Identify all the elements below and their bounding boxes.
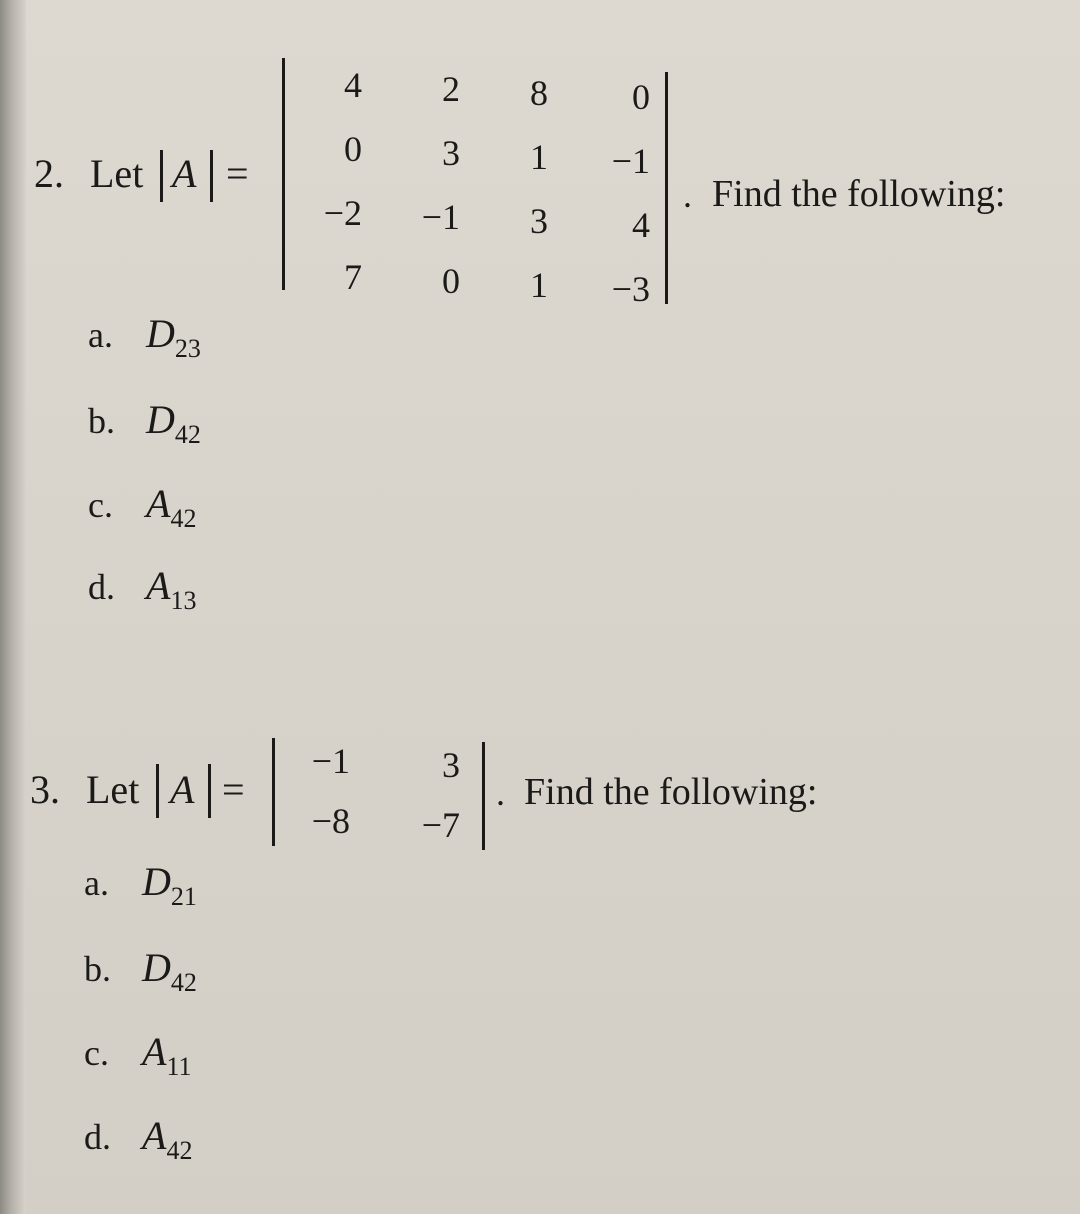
matrix-cell: 3: [530, 201, 548, 241]
matrix-cell: −2: [323, 193, 362, 233]
subquestion-label: c.: [88, 485, 113, 525]
problem-number: 2.: [34, 151, 64, 196]
matrix-cell: 3: [442, 133, 460, 173]
matrix-cell: −1: [611, 141, 650, 181]
determinant-bar-right: [665, 72, 668, 304]
matrix-cell: −3: [611, 269, 650, 309]
subquestion-label: a.: [88, 315, 113, 355]
subquestion-subscript: 11: [166, 1052, 192, 1081]
subquestion-label: d.: [88, 567, 115, 607]
matrix-cell: 2: [442, 69, 460, 109]
determinant-bar-left: [272, 738, 275, 846]
determinant-bar-right: [482, 742, 485, 850]
let-word: Let: [86, 767, 140, 812]
subquestion: [84, 1112, 192, 1166]
problem-number: 3.: [30, 767, 60, 812]
subquestion-variable: A: [142, 1113, 167, 1158]
let-word: Let: [90, 151, 144, 196]
instruction-text: Find the following:: [524, 771, 818, 813]
subquestion-subscript: 42: [170, 504, 197, 533]
matrix-cell: 0: [442, 261, 460, 301]
instruction-text: Find the following:: [712, 173, 1006, 215]
period: .: [683, 175, 692, 215]
matrix-cell: −7: [421, 805, 460, 845]
matrix-cell: 1: [530, 265, 548, 305]
abs-bar-left: [160, 150, 163, 202]
period: .: [496, 773, 505, 813]
determinant-bar-left: [282, 58, 285, 290]
subquestion-variable: A: [146, 481, 171, 526]
subquestion-variable: A: [142, 1029, 167, 1074]
subquestion: [84, 858, 197, 912]
binding-shadow: [0, 0, 26, 1214]
subquestion-label: b.: [88, 401, 115, 441]
subquestion: [84, 944, 197, 998]
subquestion: [88, 480, 196, 534]
abs-bar-right: [208, 764, 211, 818]
subquestion: [88, 562, 196, 616]
subquestion-variable: A: [146, 563, 171, 608]
matrix-cell: 4: [632, 205, 650, 245]
subquestion-subscript: 42: [166, 1136, 193, 1165]
subquestion-variable: D: [142, 945, 171, 990]
subquestion-subscript: 23: [174, 334, 201, 363]
equals-sign: =: [226, 151, 249, 196]
matrix-cell: 4: [344, 65, 362, 105]
abs-bar-right: [210, 150, 213, 202]
subquestion: [88, 310, 201, 364]
subquestion-subscript: 21: [170, 882, 197, 911]
subquestion: [88, 396, 201, 450]
subquestion-label: c.: [84, 1033, 109, 1073]
matrix-cell: 7: [344, 257, 362, 297]
equals-sign: =: [222, 767, 245, 812]
subquestion-variable: D: [142, 859, 171, 904]
subquestion-subscript: 42: [174, 420, 201, 449]
subquestion: [84, 1028, 191, 1082]
matrix-cell: 3: [442, 745, 460, 785]
subquestion-variable: D: [146, 311, 175, 356]
subquestion-subscript: 13: [170, 586, 197, 615]
matrix-cell: 1: [530, 137, 548, 177]
subquestion-variable: D: [146, 397, 175, 442]
subquestion-label: b.: [84, 949, 111, 989]
subquestion-subscript: 42: [170, 968, 197, 997]
matrix-cell: 0: [632, 77, 650, 117]
matrix-cell: 8: [530, 73, 548, 113]
subquestion-label: a.: [84, 863, 109, 903]
matrix-cell: −1: [311, 741, 350, 781]
matrix-variable: A: [172, 151, 197, 196]
abs-bar-left: [156, 764, 159, 818]
matrix-cell: 0: [344, 129, 362, 169]
matrix-cell: −1: [421, 197, 460, 237]
matrix-variable: A: [170, 767, 195, 812]
matrix-cell: −8: [311, 801, 350, 841]
subquestion-label: d.: [84, 1117, 111, 1157]
